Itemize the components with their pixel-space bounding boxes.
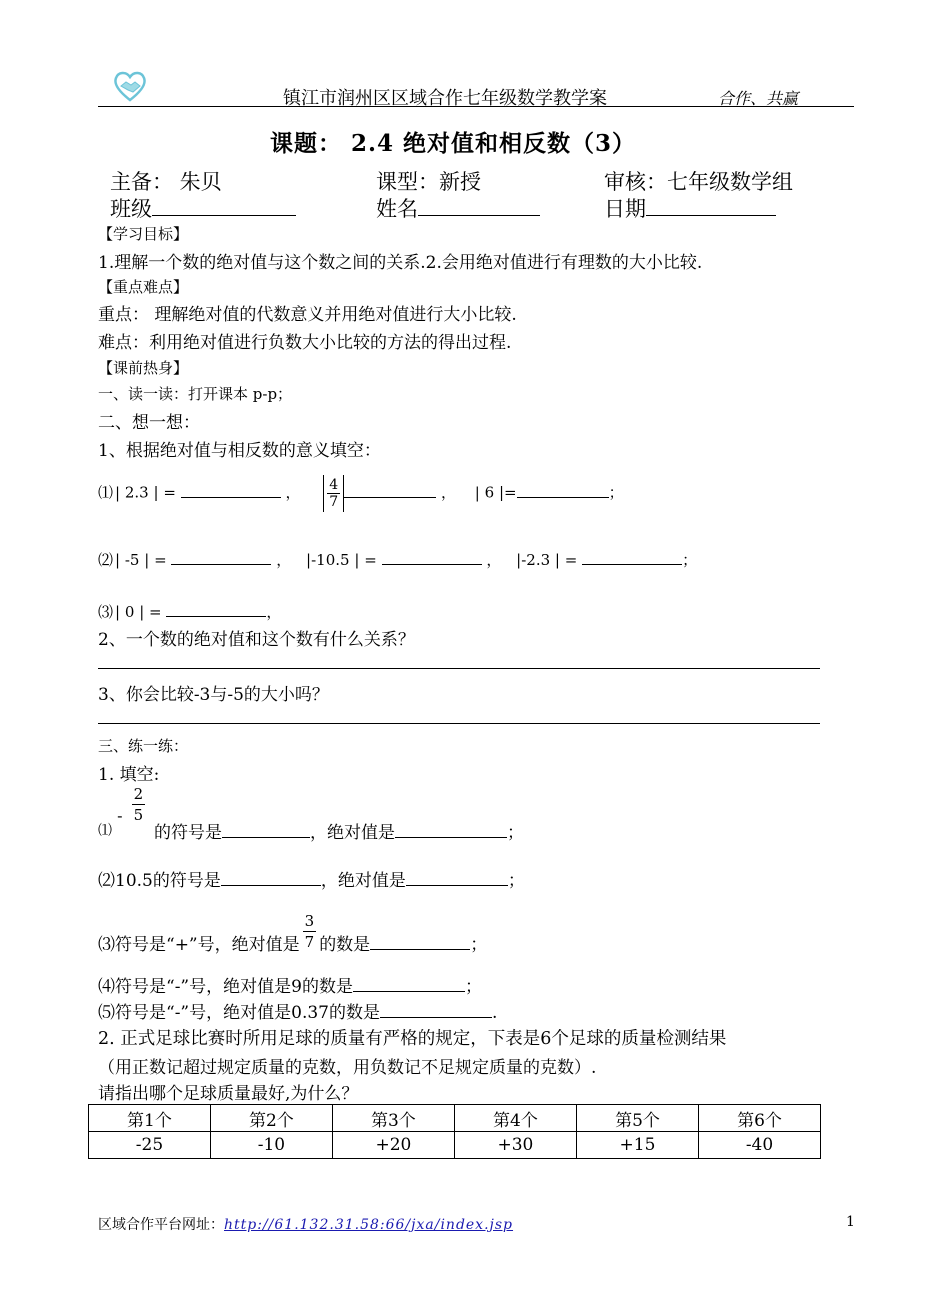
answer-line-q3[interactable] (98, 723, 820, 724)
table-header-cell: 第3个 (332, 1105, 454, 1132)
practice-item-1: ⑴ - $\frac{2}{5}$ (98, 785, 144, 839)
table-cell: +15 (576, 1132, 698, 1159)
class-label: 班级 (110, 197, 152, 221)
practice-q2-line3: 请指出哪个足球质量最好,为什么？ (98, 1084, 359, 1104)
practice-item-4: ⑷符号是“-”号，绝对值是9的数是 ； (98, 972, 482, 997)
blank-abs-0[interactable] (166, 598, 266, 617)
warmup-q3: 3、你会比较-3与-5的大小吗？ (98, 685, 329, 705)
blank-abs-frac[interactable] (344, 479, 436, 498)
practice-q1: 1. 填空: (98, 765, 160, 785)
table-cell: -10 (210, 1132, 332, 1159)
platform-link[interactable]: http://61.132.31.58:66/jxa/index.jsp (224, 1217, 514, 1233)
table-cell: +30 (454, 1132, 576, 1159)
table-header-cell: 第1个 (89, 1105, 211, 1132)
date-field (604, 193, 776, 223)
table-header-row (89, 1105, 821, 1132)
reviewer: 审核：七年级数学组 (604, 170, 793, 194)
class-field (110, 193, 296, 223)
blank-number-4[interactable] (353, 973, 465, 992)
abs-neg-10-5: -10.5 (311, 551, 350, 569)
practice-item-1-text: 的符号是 ，绝对值是 ； (154, 818, 524, 843)
blank-abs-neg-10-5[interactable] (382, 546, 482, 565)
practice-item-5: ⑸符号是“-”号，绝对值是0.37的数是 . (98, 998, 497, 1023)
lesson-type: 课型：新授 (376, 170, 481, 194)
warmup-think: 二、想一想： (98, 413, 200, 433)
name-label: 姓名 (376, 197, 418, 221)
abs-neg-2-3: -2.3 (521, 551, 551, 569)
blank-abs-1[interactable] (395, 819, 507, 838)
table-header-cell: 第5个 (576, 1105, 698, 1132)
warmup-q1: 1、根据绝对值与相反数的意义填空： (98, 441, 381, 461)
warmup-read: 一、读一读：打开课本 p-p； (98, 385, 293, 403)
footer-label: 区域合作平台网址： (98, 1217, 224, 1233)
objectives-text: 1.理解一个数的绝对值与这个数之间的关系.2.会用绝对值进行有理数的大小比较. (98, 253, 703, 273)
footer (98, 1214, 513, 1234)
abs-neg-5: -5 (124, 551, 140, 569)
table-header-cell: 第6个 (699, 1105, 821, 1132)
blank-abs-2-3[interactable] (181, 479, 281, 498)
handshake-heart-icon (113, 70, 147, 102)
blank-sign-1[interactable] (222, 819, 310, 838)
key-point: 重点： 理解绝对值的代数意义并用绝对值进行大小比较. (98, 305, 517, 325)
abs-frac-4-7: $\frac{4}{7}$ (323, 475, 344, 512)
warmup-row2: ⑵ | -5 | = ， |-10.5 | = ， |-2.3 | = ； (98, 546, 697, 570)
practice-q2-line1: 2. 正式足球比赛时所用足球的质量有严格的规定，下表是6个足球的质量检测结果 (98, 1029, 727, 1049)
table-header-cell: 第2个 (210, 1105, 332, 1132)
abs-2-3: 2.3 (124, 483, 149, 502)
class-blank[interactable] (152, 197, 296, 216)
practice-heading: 三、练一练： (98, 737, 189, 755)
warmup-q2: 2、一个数的绝对值和这个数有什么关系？ (98, 630, 415, 650)
abs-6: 6 (484, 483, 495, 502)
warmup-row3: ⑶ | 0 | = ， (98, 598, 281, 622)
table-cell: -40 (699, 1132, 821, 1159)
table-header-cell: 第4个 (454, 1105, 576, 1132)
blank-number-5[interactable] (380, 999, 492, 1018)
blank-abs-neg-2-3[interactable] (582, 546, 682, 565)
abs-0: 0 (124, 603, 135, 621)
lesson-title: 课题： 2.4 绝对值和相反数（3） (270, 130, 637, 157)
date-blank[interactable] (646, 197, 776, 216)
header-title: 镇江市润州区区域合作七年级数学教学案 (283, 88, 607, 109)
blank-number-3[interactable] (370, 931, 470, 950)
table-row (89, 1132, 821, 1159)
difficulty-point: 难点：利用绝对值进行负数大小比较的方法的得出过程. (98, 333, 512, 353)
header-divider (98, 106, 854, 107)
header-motto: 合作、共赢 (718, 89, 799, 108)
table-cell: +20 (332, 1132, 454, 1159)
ball-mass-table (88, 1104, 821, 1159)
name-blank[interactable] (418, 197, 540, 216)
practice-item-2: ⑵10.5的符号是 ，绝对值是 ； (98, 866, 525, 891)
blank-sign-2[interactable] (221, 867, 321, 886)
table-cell: -25 (89, 1132, 211, 1159)
name-field (376, 193, 540, 223)
warmup-heading: 【课前热身】 (98, 359, 189, 377)
objectives-heading: 【学习目标】 (98, 225, 189, 243)
date-label: 日期 (604, 197, 646, 221)
key-points-heading: 【重点难点】 (98, 278, 189, 296)
warmup-row1: ⑴ | 2.3 | = ， $\frac{4}{7}$ ， | 6 |= ； (98, 477, 624, 510)
preparer: 主备： 朱贝 (110, 170, 222, 194)
page-number: 1 (846, 1214, 855, 1230)
blank-abs-2[interactable] (406, 867, 508, 886)
neg-sign: - (117, 806, 123, 825)
blank-abs-neg-5[interactable] (171, 546, 271, 565)
answer-line-q2[interactable] (98, 668, 820, 669)
blank-abs-6[interactable] (517, 479, 609, 498)
practice-item-3: ⑶符号是“+”号，绝对值是 $\frac{3}{7}$ 的数是 ； (98, 912, 488, 955)
practice-q2-line2: （用正数记超过规定质量的克数，用负数记不足规定质量的克数）. (98, 1058, 597, 1078)
